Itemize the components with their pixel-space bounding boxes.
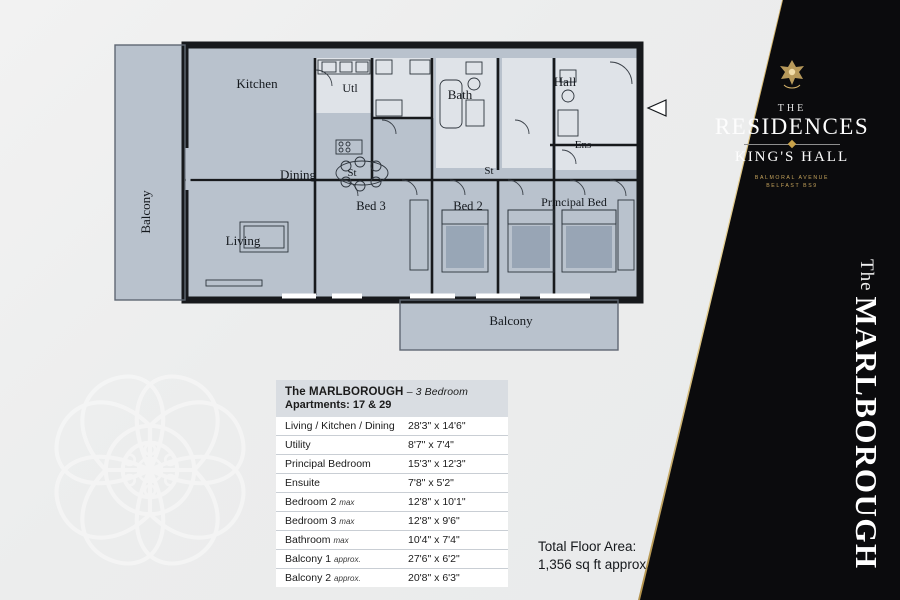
- logo-sub: KING'S HALL: [734, 149, 850, 166]
- room-label: Bath: [447, 87, 473, 102]
- entrance-arrow-icon: [648, 100, 666, 116]
- schedule-title: The MARLBOROUGH: [285, 386, 404, 398]
- room-name: Bedroom 2 max: [276, 493, 408, 512]
- room-dimensions: 7'8" x 5'2": [408, 474, 508, 493]
- room-label: St: [347, 167, 357, 179]
- room-name: Balcony 1 approx.: [276, 550, 408, 569]
- room-name: Balcony 2 approx.: [285, 572, 361, 584]
- plan-name-main: MARLBOROUGH: [849, 296, 884, 570]
- room-label: Balcony: [489, 313, 533, 328]
- room-label: Kitchen: [236, 76, 278, 91]
- table-row: [276, 436, 508, 455]
- room-label: Hall: [553, 74, 577, 89]
- logo-address-line2: BELFAST BS9: [766, 183, 818, 190]
- table-row: [276, 474, 508, 493]
- room-label: Bed 3: [356, 199, 386, 213]
- schedule-header: [276, 380, 508, 417]
- room-label: Principal Bed: [541, 195, 607, 209]
- schedule-title-suffix: – 3 Bedroom: [406, 386, 468, 398]
- room-label: Living: [225, 233, 261, 248]
- room-schedule: [276, 380, 508, 587]
- room-name: Ensuite: [276, 474, 408, 493]
- room-dimensions: 10'4" x 7'4": [408, 531, 508, 550]
- logo-address-line1: BALMORAL AVENUE: [754, 175, 830, 182]
- room-label: St: [484, 165, 494, 177]
- table-row: [276, 455, 508, 474]
- logo-the: THE: [777, 103, 807, 114]
- plan-name-vertical: [848, 259, 884, 570]
- room-label: Bed 2: [453, 199, 483, 213]
- room-label: Utl: [342, 81, 358, 95]
- room-name: Bedroom 3 max: [276, 512, 408, 531]
- total-floor-area-value: 1,356 sq ft approx.: [538, 557, 650, 573]
- total-floor-area-label: Total Floor Area:: [538, 539, 637, 554]
- rose-crest-icon: [772, 58, 812, 92]
- table-row: [276, 493, 508, 512]
- room-dimensions: 15'3" x 12'3": [408, 455, 508, 474]
- room-name: Living / Kitchen / Dining: [276, 417, 408, 436]
- schedule-apartments: Apartments: 17 & 29: [285, 399, 392, 411]
- room-dimensions: 12'8" x 9'6": [408, 512, 508, 531]
- room-dimensions: 8'7" x 7'4": [408, 436, 508, 455]
- table-row: [276, 569, 508, 588]
- floorplan-drawing: [110, 40, 670, 360]
- room-name: Bathroom max: [276, 531, 408, 550]
- logo-name: RESIDENCES: [714, 114, 870, 139]
- table-row: [276, 550, 508, 569]
- table-row: [276, 417, 508, 436]
- room-dimensions: 20'8" x 6'3": [408, 572, 460, 584]
- table-row: [276, 531, 508, 550]
- room-name: Utility: [276, 436, 408, 455]
- table-row: [276, 512, 508, 531]
- room-label: Dining: [279, 167, 317, 182]
- room-label: Ens: [574, 139, 592, 151]
- room-label: Balcony: [138, 190, 153, 234]
- room-dimensions: 27'6" x 6'2": [408, 550, 508, 569]
- room-dimensions: 28'3" x 14'6": [408, 417, 508, 436]
- logo-divider: [744, 144, 840, 145]
- room-dimensions: 12'8" x 10'1": [408, 493, 508, 512]
- room-name: Principal Bedroom: [276, 455, 408, 474]
- schedule-table: [276, 417, 508, 587]
- brand-logo: [702, 58, 882, 190]
- plan-name-prefix: The: [856, 259, 877, 292]
- total-floor-area: [538, 538, 650, 574]
